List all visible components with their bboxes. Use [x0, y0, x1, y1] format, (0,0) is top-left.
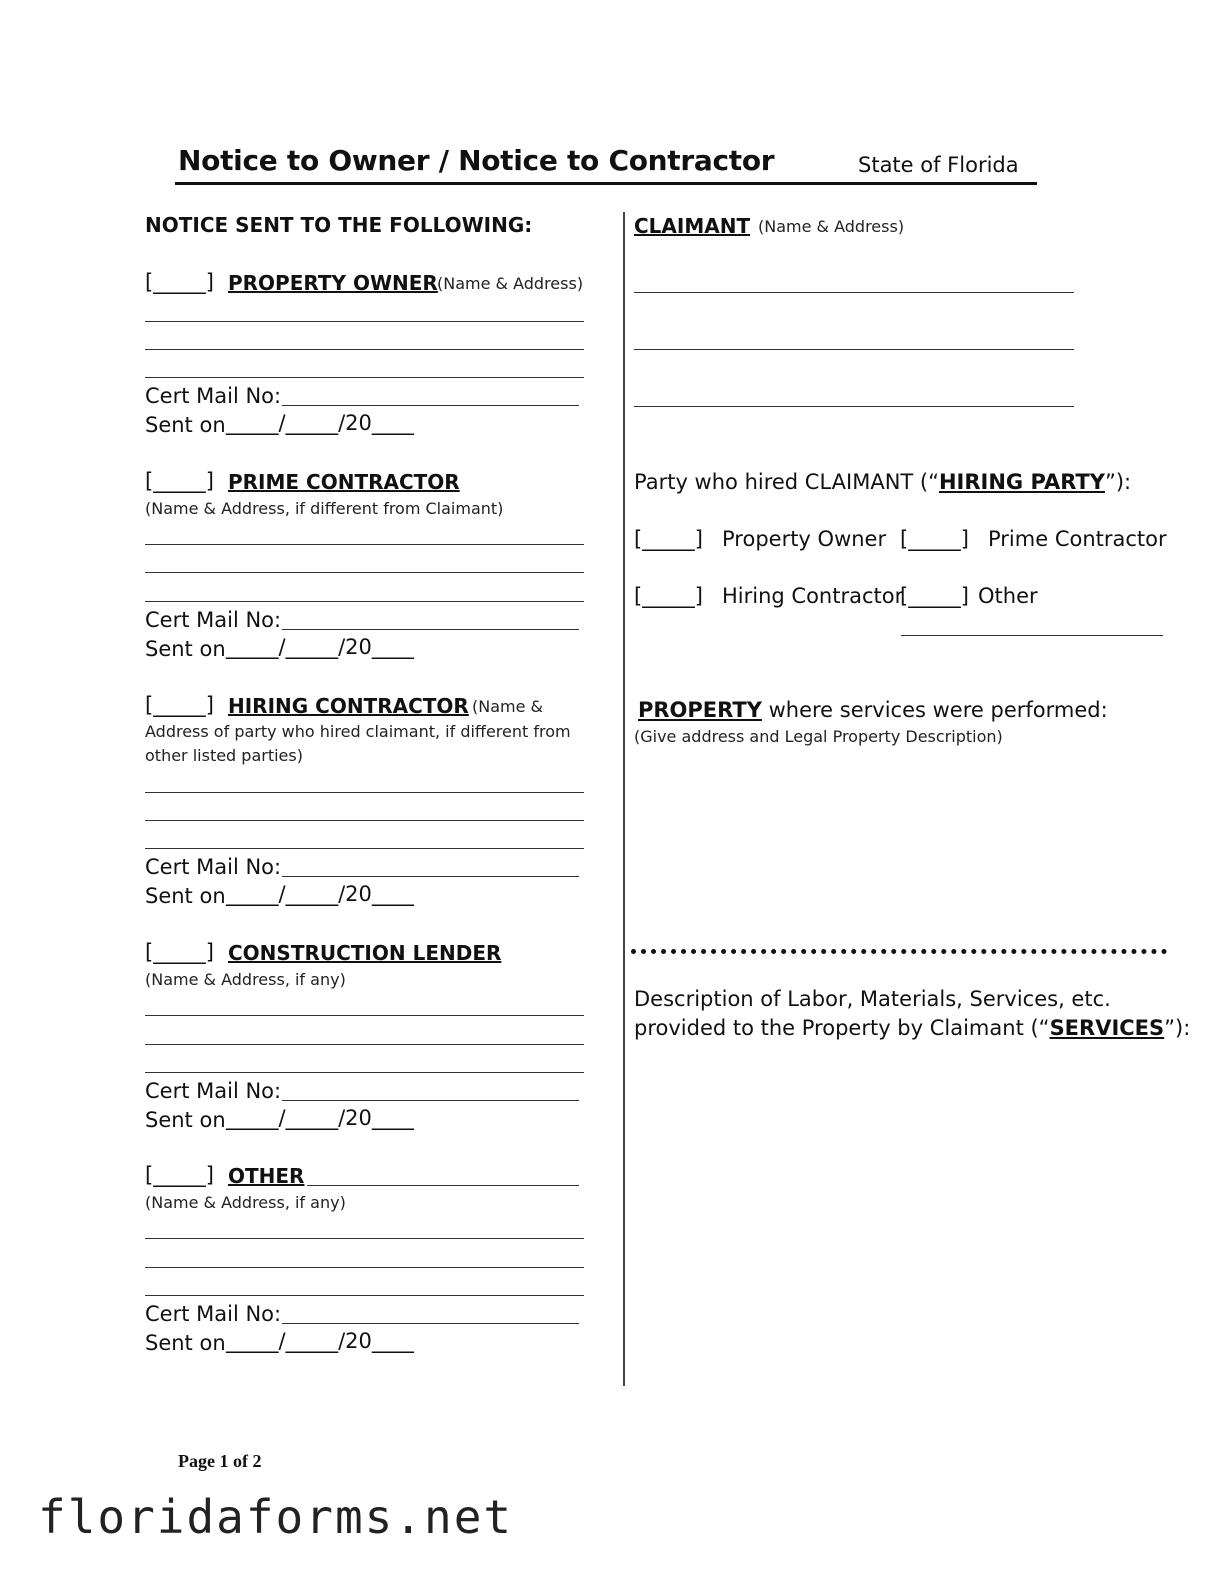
services-suffix: ”): — [1164, 1016, 1191, 1040]
other-note: (Name & Address, if any) — [145, 1193, 346, 1212]
other-sent-date[interactable]: _____/_____/20____ — [226, 1329, 414, 1353]
hiring-contractor-note-2: other listed parties) — [145, 746, 303, 765]
claimant-line-3[interactable] — [634, 406, 1074, 407]
option-prime-contractor-checkbox[interactable]: [_____] — [900, 527, 969, 551]
services-prefix: provided to the Property by Claimant (“ — [634, 1016, 1050, 1040]
state-label: State of Florida — [858, 153, 1019, 177]
property-owner-line-3[interactable] — [145, 377, 584, 378]
prime-contractor-line-2[interactable] — [145, 572, 584, 573]
property-owner-title: PROPERTY OWNER — [228, 271, 438, 295]
other-cert-label: Cert Mail No: — [145, 1302, 282, 1326]
option-hiring-contractor-label: Hiring Contractor — [722, 584, 904, 608]
construction-lender-cert-field[interactable] — [282, 1100, 579, 1101]
hiring-contractor-cert-field[interactable] — [282, 876, 579, 877]
other-cert-field[interactable] — [282, 1323, 579, 1324]
option-other-checkbox[interactable]: [_____] — [900, 584, 969, 608]
property-title: PROPERTY — [638, 698, 762, 722]
property-owner-sent-label: Sent on — [145, 413, 226, 437]
other-title: OTHER — [228, 1164, 305, 1188]
hiring-party-suffix: ”): — [1104, 470, 1132, 494]
watermark: floridaforms.net — [38, 1490, 514, 1544]
other-line-1[interactable] — [145, 1238, 584, 1239]
option-property-owner-label: Property Owner — [722, 527, 887, 551]
prime-contractor-sent-label: Sent on — [145, 637, 226, 661]
option-other-field[interactable] — [901, 635, 1163, 636]
notice-sent-heading: NOTICE SENT TO THE FOLLOWING: — [145, 213, 533, 237]
hiring-contractor-inline-note: (Name & — [472, 697, 544, 716]
services-line-2 — [634, 1016, 1190, 1040]
claimant-title: CLAIMANT — [634, 214, 751, 238]
prime-contractor-line-3[interactable] — [145, 601, 584, 602]
construction-lender-cert-label: Cert Mail No: — [145, 1079, 282, 1103]
prime-contractor-cert-field[interactable] — [282, 629, 579, 630]
construction-lender-checkbox[interactable]: [_____] — [145, 940, 214, 964]
page-number: Page 1 of 2 — [178, 1451, 262, 1471]
prime-contractor-note: (Name & Address, if different from Claimant) — [145, 499, 504, 518]
property-owner-checkbox[interactable]: [_____] — [145, 270, 214, 294]
hiring-contractor-sent-date[interactable]: _____/_____/20____ — [226, 882, 414, 906]
prime-contractor-cert-label: Cert Mail No: — [145, 608, 282, 632]
form-title: Notice to Owner / Notice to Contractor — [178, 144, 775, 177]
dotted-separator — [631, 949, 1167, 954]
hiring-party-label — [634, 470, 1131, 494]
construction-lender-note: (Name & Address, if any) — [145, 970, 346, 989]
hiring-party-prefix: Party who hired CLAIMANT (“ — [634, 470, 939, 494]
column-divider — [623, 212, 625, 1386]
services-word: SERVICES — [1049, 1016, 1165, 1040]
hiring-contractor-title: HIRING CONTRACTOR — [228, 694, 469, 718]
property-owner-sent-date[interactable]: _____/_____/20____ — [226, 411, 414, 435]
property-owner-cert-label: Cert Mail No: — [145, 384, 282, 408]
prime-contractor-title: PRIME CONTRACTOR — [228, 470, 460, 494]
option-other-label: Other — [978, 584, 1038, 608]
claimant-line-2[interactable] — [634, 349, 1074, 350]
hiring-contractor-line-3[interactable] — [145, 848, 584, 849]
prime-contractor-line-1[interactable] — [145, 544, 584, 545]
other-checkbox[interactable]: [_____] — [145, 1163, 214, 1187]
construction-lender-sent-date[interactable]: _____/_____/20____ — [226, 1106, 414, 1130]
property-owner-line-2[interactable] — [145, 349, 584, 350]
claimant-line-1[interactable] — [634, 292, 1074, 293]
property-label — [638, 698, 1108, 722]
title-rule — [175, 182, 1037, 185]
construction-lender-title: CONSTRUCTION LENDER — [228, 941, 502, 965]
construction-lender-line-3[interactable] — [145, 1072, 584, 1073]
hiring-contractor-checkbox[interactable]: [_____] — [145, 693, 214, 717]
prime-contractor-checkbox[interactable]: [_____] — [145, 469, 214, 493]
other-line-2[interactable] — [145, 1267, 584, 1268]
option-hiring-contractor-checkbox[interactable]: [_____] — [634, 584, 703, 608]
hiring-contractor-line-2[interactable] — [145, 820, 584, 821]
hiring-party-word: HIRING PARTY — [938, 470, 1105, 494]
option-prime-contractor-label: Prime Contractor — [988, 527, 1167, 551]
other-sent-label: Sent on — [145, 1331, 226, 1355]
property-owner-cert-field[interactable] — [282, 405, 579, 406]
hiring-contractor-note-1: Address of party who hired claimant, if different from — [145, 722, 571, 741]
hiring-contractor-line-1[interactable] — [145, 792, 584, 793]
services-line-1: Description of Labor, Materials, Services, etc. — [634, 987, 1111, 1011]
property-owner-line-1[interactable] — [145, 321, 584, 322]
hiring-contractor-cert-label: Cert Mail No: — [145, 855, 282, 879]
other-line-3[interactable] — [145, 1295, 584, 1296]
construction-lender-sent-label: Sent on — [145, 1108, 226, 1132]
hiring-contractor-sent-label: Sent on — [145, 884, 226, 908]
construction-lender-line-1[interactable] — [145, 1015, 584, 1016]
other-title-field[interactable] — [307, 1185, 579, 1186]
claimant-note: (Name & Address) — [758, 217, 905, 236]
construction-lender-line-2[interactable] — [145, 1044, 584, 1045]
option-property-owner-checkbox[interactable]: [_____] — [634, 527, 703, 551]
property-note: (Give address and Legal Property Description) — [634, 727, 1003, 746]
property-text: where services were performed: — [768, 698, 1108, 722]
property-owner-note: (Name & Address) — [437, 274, 584, 293]
prime-contractor-sent-date[interactable]: _____/_____/20____ — [226, 635, 414, 659]
